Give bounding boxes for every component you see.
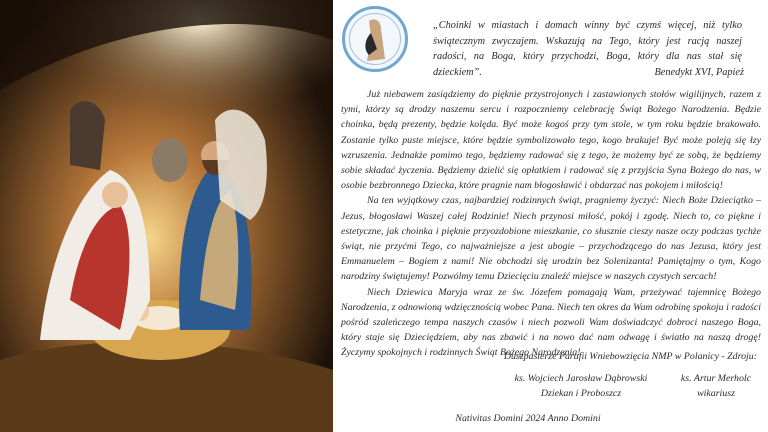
parish-logo [342,6,408,72]
paragraph: Już niebawem zasiądziemy do pięknie przystrojonych i zastawionych stołów wigilijnych, razem z tymi, którzy są drodzy naszemu sercu i rozpoczniemy celebrację Świąt Bożego Narodzenia. Będzie choinka, będą prezenty, będzie kolęda. Być może kogoś przy tym stole, w tym roku będzie brakowało. Zostanie tylko puste miejsce, które będzie symbolizowało tego, kogo brakuje! Być może poleją się łzy wzruszenia. Jednakże pomimo tego, będziemy radować się z tego, że możemy być ze sobą, że będziemy sobie składać życzenia. Będziemy dzielić się opłatkiem i radować się z przyjścia Syna Bożego do nas, w osobie bezbronnego Dziecka, które pragnie nam błogosławić i obdarzać nas pokojem i miłością! [341,89,761,192]
priest2-role: wikariusz [697,388,735,399]
priest1-name: ks. Wojciech Jarosław Dąbrowski [514,373,648,384]
footer-text: Nativitas Domini 2024 Anno Domini [455,413,601,424]
madonna-icon [345,9,405,69]
paragraph: Niech Dziewica Maryja wraz ze św. Józefem pomagają Wam, przeżywać tajemnicę Bożego Narodzenia, z odnowioną wdzięcznością wobec Pana. Niech ten okres da Wam odrobinę spokoju i radości pośród szaleńczego tempa naszych czasów i niech pozwoli Wam doświadczyć dobroci naszego Boga, który staje się Dzieciędziem, aby nas zbawić i na nowo dać nam odwagę i światło na naszą drogę! Życzymy spokojnych i rodzinnych Świąt Bożego Narodzenia! [341,286,761,359]
priest2-name: ks. Artur Merholc [680,373,752,384]
priest1-role: Dziekan i Proboszcz [540,388,622,399]
quote-author: Benedykt XVI, Papież [654,67,744,78]
quote-text: „Choinki w miastach i domach winny być czymś więcej, niż tylko świątecznym zwyczajem. Wskazują na Tego, który jest racją naszej radości, na Boga, który przychodzi, Boga, który dla nas stał się dzieckiem”. [433,20,742,78]
signature-heading: Duszpasterze Parafii Wniebowzięcia NMP w Polanicy - Zdroju: [503,351,757,362]
letter-body [341,87,761,361]
nativity-painting [0,0,333,432]
christmas-letter [333,0,768,432]
paragraph: Na ten wyjątkowy czas, najbardziej rodzinnych świąt, pragniemy życzyć: Niech Boże Dzieciątko – Jezus, błogosławi Waszej całej Rodzinie! Niech przynosi miłość, pokój i zgodę. Niech to, co piękne i estetyczne, jak choinka i pięknie przyozdobione mieszkanie, co słusznie cieszy nasze oczy podczas tychże świąt, nie przyćmi Tego, co najważniejsze a jest ubogie – przychodzącego do nas Jezusa, który jest Emmanuelem – Bogiem z nami! Nie obchodzi się urodzin bez Solenizanta! Pamiętajmy o tym, Kogo narodziny świętujemy! Pozwólmy temu Dziecięciu znaleźć miejsce w naszych czystych sercach! [341,195,761,283]
